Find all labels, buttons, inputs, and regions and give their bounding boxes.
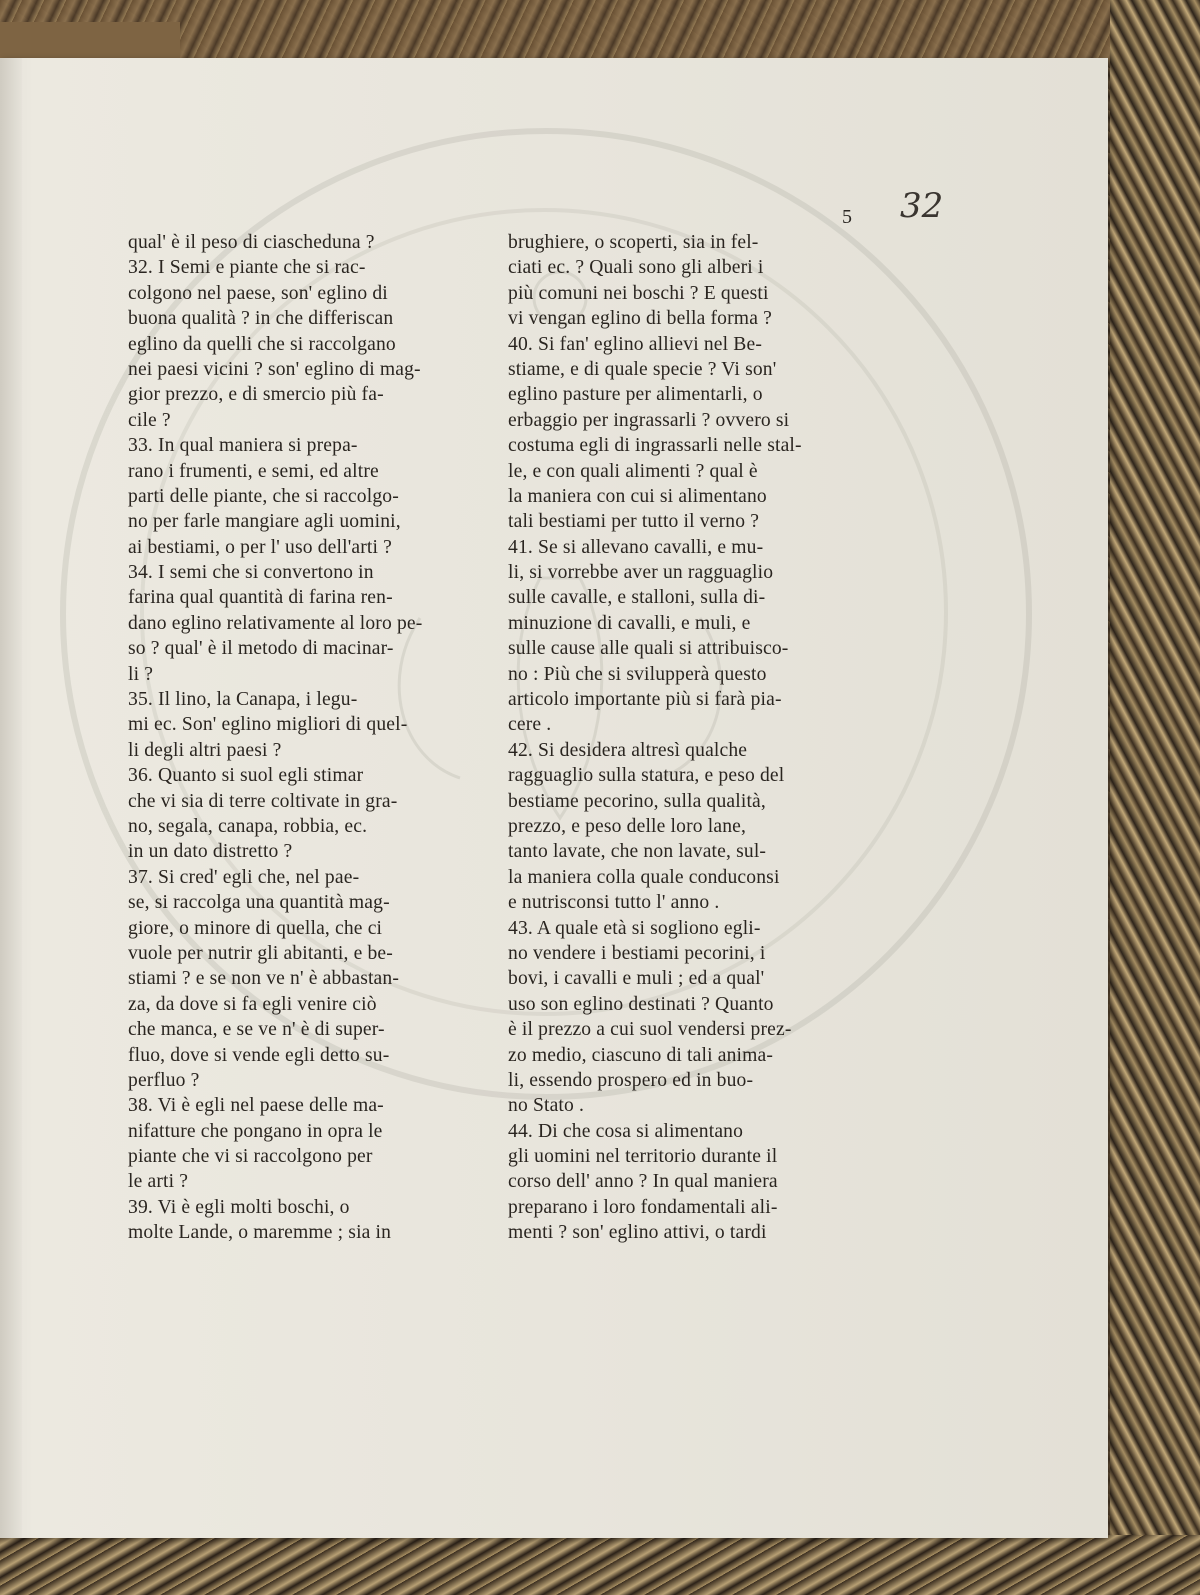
- text-line: uso son eglino destinati ? Quanto: [508, 993, 774, 1015]
- binding-board-bottom: [0, 1535, 1200, 1595]
- text-line: nifatture che pongano in opra le: [128, 1120, 383, 1142]
- text-line: più comuni nei boschi ? E questi: [508, 282, 769, 304]
- text-line: in un dato distretto ?: [128, 841, 293, 863]
- text-line: brughiere, o scoperti, sia in fel-: [508, 232, 759, 253]
- text-line: le, e con quali alimenti ? qual è: [508, 460, 758, 482]
- text-line: perfluo ?: [128, 1069, 200, 1091]
- text-line: menti ? son' eglino attivi, o tardi: [508, 1222, 767, 1244]
- text-line: articolo importante più si farà pia-: [508, 689, 782, 711]
- text-line: eglino pasture per alimentarli, o: [508, 384, 763, 406]
- text-line: zo medio, ciascuno di tali anima-: [508, 1044, 774, 1066]
- text-line: 43. A quale età si sogliono egli-: [508, 917, 761, 939]
- folio-handwritten-number: 32: [900, 186, 944, 226]
- text-line: no : Più che si svilupperà questo: [508, 663, 767, 685]
- text-line: no per farle mangiare agli uomini,: [128, 511, 401, 533]
- text-line: vuole per nutrir gli abitanti, e be-: [128, 942, 393, 964]
- text-line: za, da dove si fa egli venire ciò: [128, 993, 377, 1015]
- binding-board-top: [0, 0, 1200, 60]
- text-column-left: [128, 230, 478, 1246]
- text-line: buona qualità ? in che differiscan: [128, 308, 394, 330]
- text-line: piante che vi si raccolgono per: [128, 1146, 373, 1168]
- text-line: prezzo, e peso delle loro lane,: [508, 815, 747, 837]
- text-line: cere .: [508, 714, 552, 736]
- text-line: li, essendo prospero ed in buo-: [508, 1069, 754, 1091]
- text-line: qual' è il peso di ciascheduna ?: [128, 232, 375, 253]
- text-line: vi vengan eglino di bella forma ?: [508, 308, 772, 330]
- text-line: molte Lande, o maremme ; sia in: [128, 1222, 392, 1244]
- text-line: 37. Si cred' egli che, nel pae-: [128, 866, 360, 888]
- text-line: preparano i loro fondamentali ali-: [508, 1196, 778, 1218]
- text-line: bovi, i cavalli e muli ; ed a qual': [508, 968, 765, 990]
- text-line: gli uomini nel territorio durante il: [508, 1146, 778, 1168]
- text-line: 44. Di che cosa si alimentano: [508, 1120, 744, 1142]
- text-line: eglino da quelli che si raccolgano: [128, 333, 396, 355]
- text-line: fluo, dove si vende egli detto su-: [128, 1044, 390, 1066]
- leaf-gutter-shadow: [0, 58, 22, 1538]
- text-line: stiami ? e se non ve n' è abbastan-: [128, 968, 400, 990]
- text-line: 38. Vi è egli nel paese delle ma-: [128, 1095, 384, 1117]
- text-line: erbaggio per ingrassarli ? ovvero si: [508, 409, 790, 431]
- text-line: sulle cavalle, e stalloni, sulla di-: [508, 587, 766, 609]
- text-line: tali bestiami per tutto il verno ?: [508, 511, 760, 533]
- text-line: tanto lavate, che non lavate, sul-: [508, 841, 767, 863]
- text-line: se, si raccolga una quantità mag-: [128, 892, 390, 914]
- text-line: sulle cause alle quali si attribuisco-: [508, 638, 789, 660]
- text-line: ciati ec. ? Quali sono gli alberi i: [508, 257, 764, 279]
- text-line: minuzione di cavalli, e muli, e: [508, 612, 751, 634]
- text-line: 41. Se si allevano cavalli, e mu-: [508, 536, 764, 558]
- text-line: e nutrisconsi tutto l' anno .: [508, 892, 720, 914]
- text-line: no Stato .: [508, 1095, 585, 1117]
- text-line: costuma egli di ingrassarli nelle stal-: [508, 435, 802, 457]
- text-line: no vendere i bestiami pecorini, i: [508, 942, 766, 964]
- text-line: cile ?: [128, 409, 171, 431]
- text-line: 33. In qual maniera si prepa-: [128, 435, 358, 457]
- text-line: mi ec. Son' eglino migliori di quel-: [128, 714, 408, 736]
- text-line: è il prezzo a cui suol vendersi prez-: [508, 1019, 792, 1041]
- text-line: giore, o minore di quella, che ci: [128, 917, 383, 939]
- text-line: che manca, e se ve n' è di super-: [128, 1019, 385, 1041]
- text-line: farina qual quantità di farina ren-: [128, 587, 393, 609]
- text-line: stiame, e di quale specie ? Vi son': [508, 358, 777, 380]
- text-line: 36. Quanto si suol egli stimar: [128, 765, 364, 787]
- text-line: dano eglino relativamente al loro pe-: [128, 612, 423, 634]
- text-line: la maniera colla quale conduconsi: [508, 866, 780, 888]
- text-line: ai bestiami, o per l' uso dell'arti ?: [128, 536, 392, 558]
- text-line: parti delle piante, che si raccolgo-: [128, 485, 399, 507]
- text-line: nei paesi vicini ? son' eglino di mag-: [128, 358, 421, 380]
- text-line: 35. Il lino, la Canapa, i legu-: [128, 689, 358, 711]
- text-line: li degli altri paesi ?: [128, 739, 282, 761]
- text-line: rano i frumenti, e semi, ed altre: [128, 460, 379, 482]
- text-line: colgono nel paese, son' eglino di: [128, 282, 388, 304]
- text-line: che vi sia di terre coltivate in gra-: [128, 790, 398, 812]
- text-column-right: [508, 230, 858, 1246]
- text-line: 39. Vi è egli molti boschi, o: [128, 1196, 350, 1218]
- binding-board-right: [1110, 0, 1200, 1595]
- text-line: la maniera con cui si alimentano: [508, 485, 767, 507]
- text-line: no, segala, canapa, robbia, ec.: [128, 815, 368, 837]
- text-line: 42. Si desidera altresì qualche: [508, 739, 748, 761]
- text-line: ragguaglio sulla statura, e peso del: [508, 765, 785, 787]
- text-line: le arti ?: [128, 1171, 189, 1193]
- text-line: corso dell' anno ? In qual maniera: [508, 1171, 778, 1193]
- page-number: 5: [842, 206, 852, 228]
- text-line: 32. I Semi e piante che si rac-: [128, 257, 366, 279]
- text-line: 40. Si fan' eglino allievi nel Be-: [508, 333, 763, 355]
- text-line: li ?: [128, 663, 154, 685]
- text-line: bestiame pecorino, sulla qualità,: [508, 790, 766, 812]
- text-line: li, si vorrebbe aver un ragguaglio: [508, 562, 774, 584]
- text-line: 34. I semi che si convertono in: [128, 562, 374, 584]
- text-line: so ? qual' è il metodo di macinar-: [128, 638, 394, 660]
- text-line: gior prezzo, e di smercio più fa-: [128, 384, 384, 406]
